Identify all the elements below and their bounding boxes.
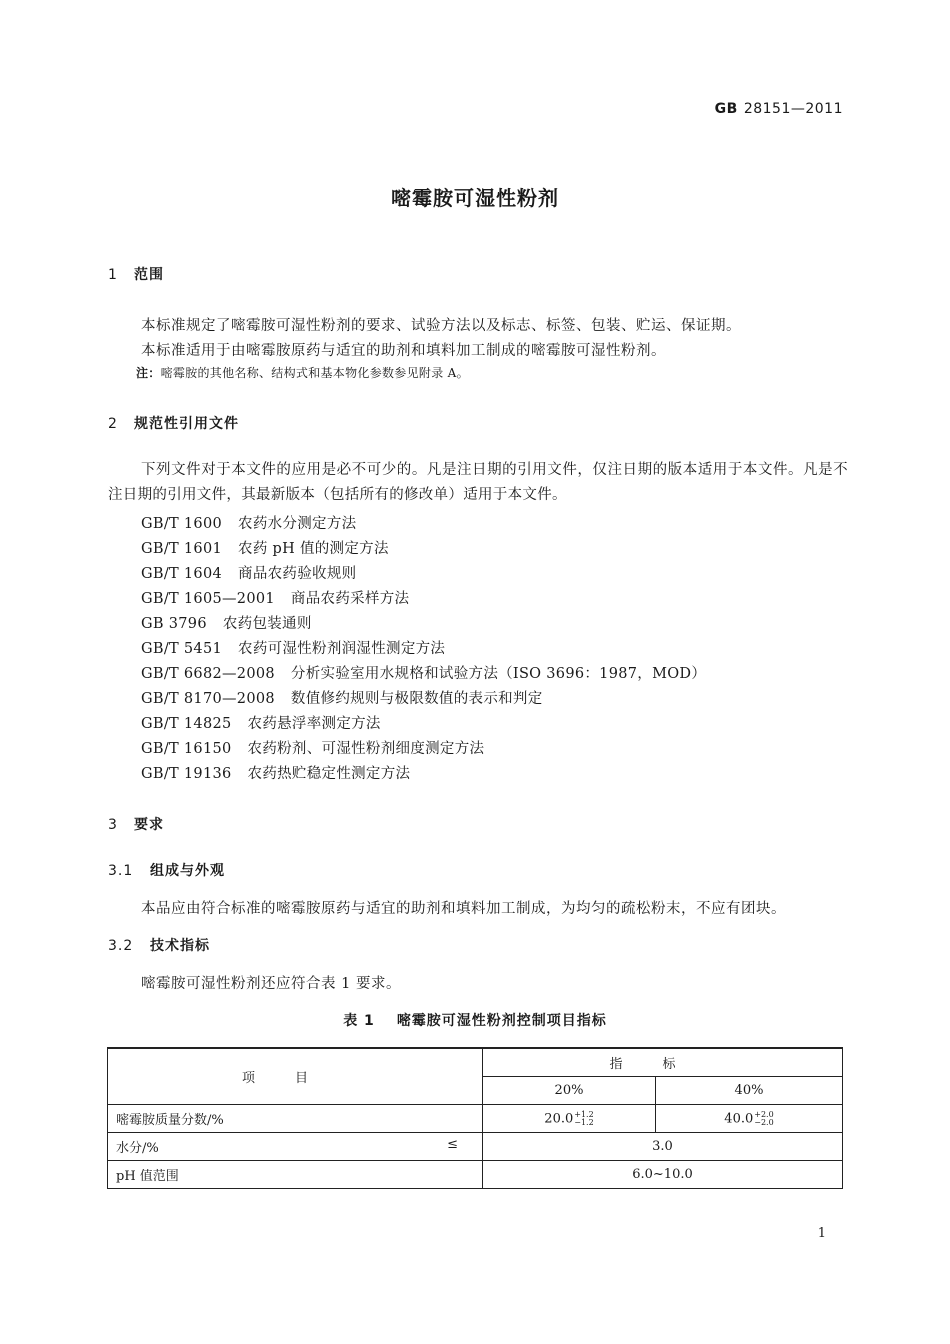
section-title: 范围: [134, 267, 164, 283]
reference-item: [141, 612, 312, 633]
reference-item: [141, 712, 381, 733]
reference-code: GB/T 19136: [141, 766, 232, 782]
reference-item: [141, 537, 389, 558]
header-20-percent: 20%: [483, 1077, 656, 1105]
section-2-intro: 下列文件对于本文件的应用是必不可少的。凡是注日期的引用文件，仅注日期的版本适用于本文件。凡是不注日期的引用文件，其最新版本（包括所有的修改单）适用于本文件。: [108, 462, 848, 503]
reference-title: 农药热贮稳定性测定方法: [247, 766, 411, 782]
section-1-note: [136, 364, 469, 381]
reference-code: GB 3796: [141, 616, 207, 632]
reference-title: 农药水分测定方法: [238, 516, 357, 532]
document-title: 嘧霉胺可湿性粉剂: [391, 186, 559, 210]
reference-title: 商品农药采样方法: [290, 591, 410, 607]
reference-title: 农药粉剂、可湿性粉剂细度测定方法: [247, 741, 485, 757]
section-1-paragraph-2: 本标准适用于由嘧霉胺原药与适宜的助剂和填料加工制成的嘧霉胺可湿性粉剂。: [141, 343, 666, 359]
subsection-number: 3.2: [108, 938, 134, 954]
subsection-title: 组成与外观: [150, 863, 225, 879]
row-value-20: 20.0+1.2 −1.2: [483, 1105, 656, 1133]
standard-prefix: GB: [714, 101, 738, 117]
page-number: 1: [817, 1226, 826, 1241]
reference-code: GB/T 1601: [141, 541, 223, 557]
header-40-percent: 40%: [656, 1077, 843, 1105]
reference-title: 农药可湿性粉剂润湿性测定方法: [238, 641, 446, 657]
section-number: 1: [108, 267, 118, 283]
reference-code: GB/T 14825: [141, 716, 232, 732]
note-text: 嘧霉胺的其他名称、结构式和基本物化参数参见附录 A。: [160, 366, 469, 380]
section-3-1-text: 本品应由符合标准的嘧霉胺原药与适宜的助剂和填料加工制成，为均匀的疏松粉末，不应有团块。: [141, 901, 786, 917]
table-number: 表 1: [343, 1013, 375, 1029]
standard-code: [715, 101, 843, 117]
table-row: [108, 1105, 843, 1133]
section-3-2-heading: [108, 935, 210, 955]
table-header-row: [108, 1048, 843, 1077]
row-value: 6.0~10.0: [483, 1161, 843, 1189]
row-item: 嘧霉胺质量分数/%: [108, 1105, 483, 1133]
reference-title: 商品农药验收规则: [238, 566, 357, 582]
reference-code: GB/T 5451: [141, 641, 223, 657]
table-caption: [0, 1010, 950, 1030]
section-3-2-text: 嘧霉胺可湿性粉剂还应符合表 1 要求。: [141, 976, 401, 992]
reference-item: [141, 512, 356, 533]
section-3-1-heading: [108, 860, 225, 880]
reference-item: [141, 737, 484, 758]
note-label: 注：: [136, 366, 161, 380]
section-title: 要求: [134, 817, 164, 833]
reference-code: GB/T 6682—2008: [141, 666, 275, 682]
reference-code: GB/T 1605—2001: [141, 591, 275, 607]
reference-code: GB/T 1600: [141, 516, 223, 532]
standard-number: 28151—2011: [743, 101, 843, 117]
table-row: [108, 1161, 843, 1189]
row-item: 水分/% ≤: [108, 1133, 483, 1161]
reference-item: [141, 762, 410, 783]
section-number: 2: [108, 416, 118, 432]
section-1-paragraph-1: 本标准规定了嘧霉胺可湿性粉剂的要求、试验方法以及标志、标签、包装、贮运、保证期。: [141, 318, 741, 334]
reference-title: 分析实验室用水规格和试验方法（ISO 3696：1987，MOD）: [290, 666, 707, 682]
reference-title: 数值修约规则与极限数值的表示和判定: [290, 691, 543, 707]
table-title: 嘧霉胺可湿性粉剂控制项目指标: [396, 1013, 607, 1029]
tolerance: +2.0 −2.0: [754, 1109, 774, 1127]
reference-code: GB/T 16150: [141, 741, 232, 757]
row-value-40: 40.0+2.0 −2.0: [656, 1105, 843, 1133]
section-2-heading: [108, 413, 239, 433]
reference-item: [141, 562, 356, 583]
subsection-number: 3.1: [108, 863, 134, 879]
section-title: 规范性引用文件: [134, 416, 239, 432]
section-3-heading: [108, 814, 164, 834]
reference-title: 农药包装通则: [222, 616, 312, 632]
section-number: 3: [108, 817, 118, 833]
reference-item: [141, 637, 445, 658]
table-row: [108, 1133, 843, 1161]
header-index: 指标: [483, 1048, 843, 1077]
reference-item: [141, 587, 409, 608]
subsection-title: 技术指标: [150, 938, 210, 954]
row-item: pH 值范围: [108, 1161, 483, 1189]
reference-code: GB/T 8170—2008: [141, 691, 275, 707]
reference-code: GB/T 1604: [141, 566, 223, 582]
reference-title: 农药悬浮率测定方法: [247, 716, 381, 732]
reference-item: [141, 687, 543, 708]
leq-symbol: ≤: [447, 1137, 458, 1152]
header-item: 项目: [108, 1048, 483, 1105]
reference-title: 农药 pH 值的测定方法: [238, 541, 389, 557]
row-value: 3.0: [483, 1133, 843, 1161]
section-1-heading: [108, 264, 164, 284]
spec-table: [107, 1047, 843, 1189]
tolerance: +1.2 −1.2: [574, 1109, 594, 1127]
reference-item: [141, 662, 706, 683]
